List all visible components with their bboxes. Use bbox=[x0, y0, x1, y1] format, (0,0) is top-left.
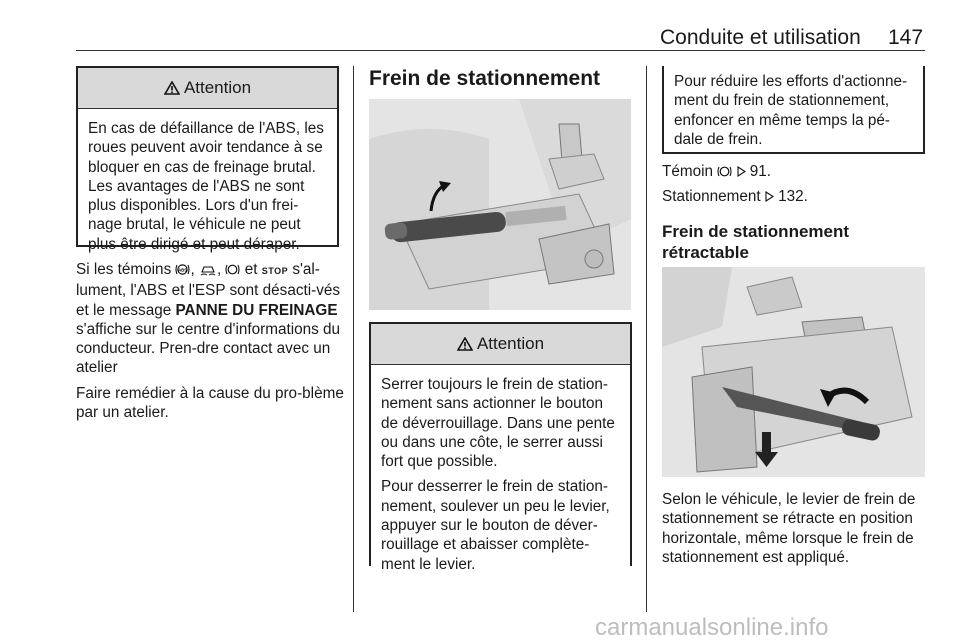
note-box bbox=[662, 66, 925, 154]
stop-icon: STOP bbox=[261, 266, 289, 276]
retractable-brake-illustration bbox=[662, 267, 925, 477]
attention-box-brake bbox=[369, 322, 632, 573]
stationnement-ref[interactable]: 132. bbox=[778, 188, 808, 206]
p1-intro: Si les témoins bbox=[76, 261, 176, 278]
warning-triangle-icon bbox=[457, 337, 473, 351]
attention-label-2: Attention bbox=[476, 334, 545, 353]
p2-text: Faire remédier à la cause du pro-blème par un atelier. bbox=[76, 384, 344, 422]
final-paragraph bbox=[662, 490, 930, 573]
attention-label: Attention bbox=[183, 78, 252, 97]
abs-icon bbox=[175, 263, 190, 276]
svg-text:ABS: ABS bbox=[178, 267, 188, 273]
attention-text: En cas de défaillance de l'ABS, les roues peuvent avoir tendance à se bloquer en cas de freinage brutal. Les avantages de l'ABS ne sont plus disponibles. Lors d'un frei-nage brutal, le véhicule ne peut plus être dirigé et peut déraper. bbox=[88, 120, 324, 253]
stationnement-label: Stationnement bbox=[662, 188, 761, 206]
parking-brake-illustration bbox=[369, 99, 631, 310]
p1-end: s'affiche sur le centre d'informations du conducteur. Pren-dre contact avec un atelier bbox=[76, 320, 341, 377]
final-text: Selon le véhicule, le levier de frein de stationnement se rétracte en position horizontale, même lorsque le frein de stationnement est appliqué. bbox=[662, 491, 916, 566]
header-rule bbox=[76, 50, 925, 51]
note-text: Pour réduire les efforts d'actionne-ment du frein de stationnement, enfoncer en même temps la pé-dale de frein. bbox=[674, 73, 908, 148]
attention-header bbox=[78, 68, 337, 109]
brake-icon bbox=[225, 263, 240, 276]
attention-box-abs bbox=[76, 66, 339, 253]
retractable-brake-figure bbox=[662, 267, 925, 477]
section-heading: Frein de stationnement bbox=[369, 67, 601, 90]
reference-arrow-icon bbox=[737, 166, 746, 177]
p1-body: s'al-lument, l'ABS et l'ESP sont désacti-vés et le message bbox=[76, 261, 341, 319]
page-number: 147 bbox=[888, 26, 924, 49]
attention-p2: Pour desserrer le frein de station-nement, soulever un peu le levier, appuyer sur le bouton de déver-rouillage et abaisser complète-ment le levier. bbox=[381, 478, 610, 573]
page-section-title: Conduite et utilisation bbox=[660, 26, 861, 49]
temoin-label: Témoin bbox=[662, 163, 714, 180]
panne-message: PANNE DU FREINAGE bbox=[175, 301, 338, 319]
column-divider-2 bbox=[646, 66, 647, 612]
watermark: carmanualsonline.info bbox=[595, 614, 829, 641]
reference-arrow-icon bbox=[765, 191, 774, 202]
subheading: Frein de stationnement rétractable bbox=[662, 222, 850, 262]
p1-sep1: , bbox=[190, 261, 199, 278]
p1-sep2: , bbox=[216, 261, 226, 278]
p1-et: et bbox=[240, 261, 262, 278]
parking-brake-figure bbox=[369, 99, 631, 310]
temoin-ref[interactable]: 91. bbox=[749, 163, 772, 180]
column-divider-1 bbox=[353, 66, 354, 612]
abs-paragraph bbox=[76, 260, 344, 428]
warning-triangle-icon bbox=[164, 81, 180, 95]
esp-icon bbox=[199, 263, 217, 276]
attention-p1: Serrer toujours le frein de station-nement sans actionner le bouton de déverrouillage. Dans une pente ou dans une côte, le serrer aussi fort que possible. bbox=[381, 376, 615, 471]
attention-header-2 bbox=[371, 324, 630, 365]
brake-icon bbox=[717, 165, 732, 178]
references bbox=[662, 162, 930, 213]
